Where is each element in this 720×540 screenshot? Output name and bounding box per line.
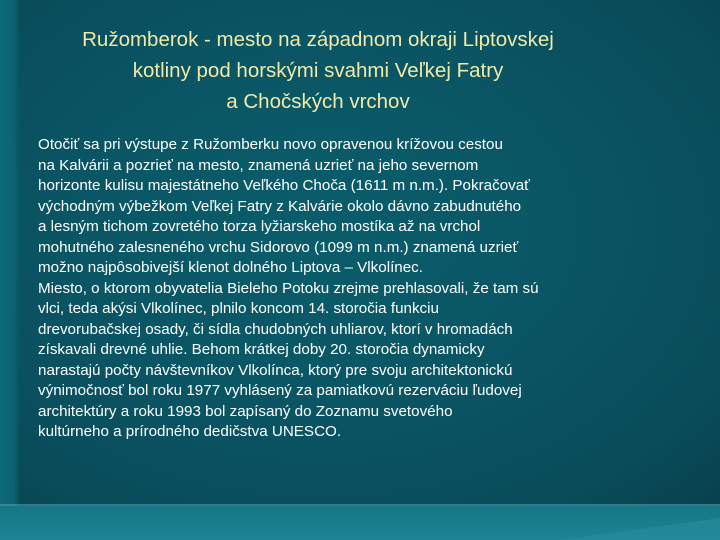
slide-title-line: Ružomberok - mesto na západnom okraji Liptovskej [82, 28, 554, 51]
text-line: drevorubačskej osady, či sídla chudobných uhliarov, ktorí v hromadách [38, 320, 513, 338]
text-line: Otočiť sa pri výstupe z Ružomberku novo opravenou krížovou cestou [38, 136, 503, 153]
text-line: výnimočnosť bol roku 1977 vyhlásený za pamiatkovú rezerváciu ľudovej [38, 382, 522, 399]
text-line: narastajú počty návštevníkov Vlkolínca, ktorý pre svoju architektonickú [38, 361, 513, 379]
text-line: mohutného zalesneného vrchu Sidorovo (1099 m n.m.) znamená uzrieť [38, 238, 519, 256]
text-line: architektúry a roku 1993 bol zapísaný do Zoznamu svetového [38, 402, 453, 420]
text-line: získavali drevné uhlie. Behom krátkej doby 20. storočia dynamicky [38, 341, 485, 358]
text-line: možno najpôsobivejší klenot dolného Liptova – Vlkolínec. [38, 259, 423, 276]
paragraph-vlkolinec [38, 279, 698, 443]
text-line: na Kalvárii a pozrieť na mesto, znamená uzrieť na jeho severnom [38, 156, 479, 174]
slide-title-line: kotliny pod horskými svahmi Veľkej Fatry [132, 59, 504, 82]
paragraph-kalvaria [38, 135, 698, 279]
text-line: horizonte kulisu majestátneho Veľkého Choča (1611 m n.m.). Pokračovať [38, 177, 530, 194]
text-line: a lesným tichom zovretého torza lyžiarskeho mostíka až na vrchol [38, 218, 481, 235]
corner-accent-decoration [560, 518, 720, 540]
slide-title [18, 24, 618, 117]
slide-title-line: a Chočských vrchov [226, 90, 410, 113]
text-line: vlci, teda akýsi Vlkolínec, plnilo koncom 14. storočia funkciu [38, 300, 439, 317]
text-line: kultúrneho a prírodného dedičstva UNESCO. [38, 423, 342, 440]
text-line: Miesto, o ktorom obyvatelia Bieleho Potoku zrejme prehlasovali, že tam sú [38, 279, 539, 297]
slide-body [38, 135, 698, 443]
text-line: východným výbežkom Veľkej Fatry z Kalvárie okolo dávno zabudnutého [38, 197, 522, 215]
left-edge-decoration [0, 0, 20, 540]
